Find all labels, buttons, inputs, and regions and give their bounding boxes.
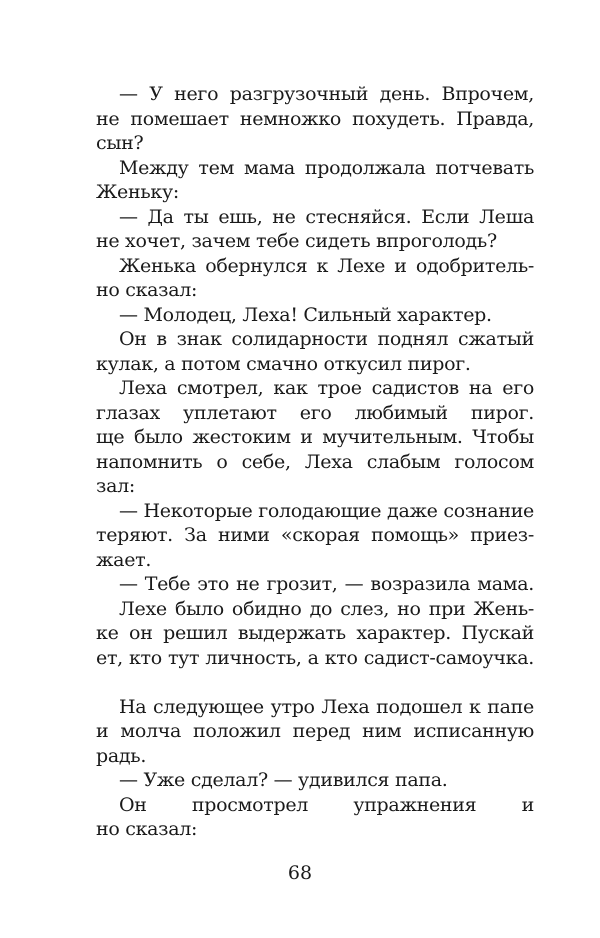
text-line: ще было жестоким и мучительным. Чтобы [96, 426, 534, 448]
text-line: не помешает немножко похудеть. Правда, [96, 107, 534, 130]
text-line: не хочет, зачем тебе сидеть впроголодь? [96, 230, 497, 252]
text-line: теряют. За ними «скорая помощь» приез- [96, 524, 534, 546]
text-line: жает. [96, 548, 152, 571]
text-line: — Тебе это не грозит, — возразила мама. [119, 573, 534, 595]
text-line: Леха смотрел, как трое садистов на его [119, 377, 534, 399]
text-line: глазах уплетают его любимый пирог. [96, 401, 534, 424]
text-line: ке он решил выдержать характер. Пускай [96, 622, 534, 644]
text-line: напомнить о себе, Леха слабым голосом [96, 450, 534, 473]
text-line: Лехе было обидно до слез, но при Жень- [119, 597, 534, 620]
paragraph-gap [96, 670, 534, 695]
text-line: — Да ты ешь, не стесняйся. Если Леша [119, 205, 534, 228]
text-line: кулак, а потом смачно откусил пирог. [96, 352, 471, 375]
text-line: Он в знак солидарности поднял сжатый [119, 328, 534, 350]
text-line: — Некоторые голодающие даже сознание [119, 499, 534, 522]
page-number: 68 [287, 862, 313, 884]
text-line: и молча положил перед ним исписанную [96, 720, 534, 742]
text-line: но сказал: [96, 818, 198, 840]
text-line: Женька обернулся к Лехе и одобритель- [119, 254, 534, 277]
text-line: ет, кто тут личность, а кто садист-самоучка. [96, 646, 534, 669]
text-line: Он просмотрел упражнения и [119, 793, 534, 816]
text-line: — Молодец, Леха! Сильный характер. [119, 303, 492, 326]
text-line: На следующее утро Леха подошел к папе [119, 695, 534, 718]
text-line: сын? [96, 132, 144, 154]
text-line: — Уже сделал? — удивился папа. [119, 769, 448, 791]
text-line: — У него разгрузочный день. Впрочем, [119, 83, 534, 105]
text-line: зал: [96, 475, 135, 497]
text-line: Между тем мама продолжала потчевать [119, 156, 534, 179]
page-body-text [96, 82, 534, 842]
text-line: но сказал: [96, 279, 198, 301]
text-line: Женьку: [96, 181, 179, 203]
text-line: радь. [96, 744, 147, 767]
